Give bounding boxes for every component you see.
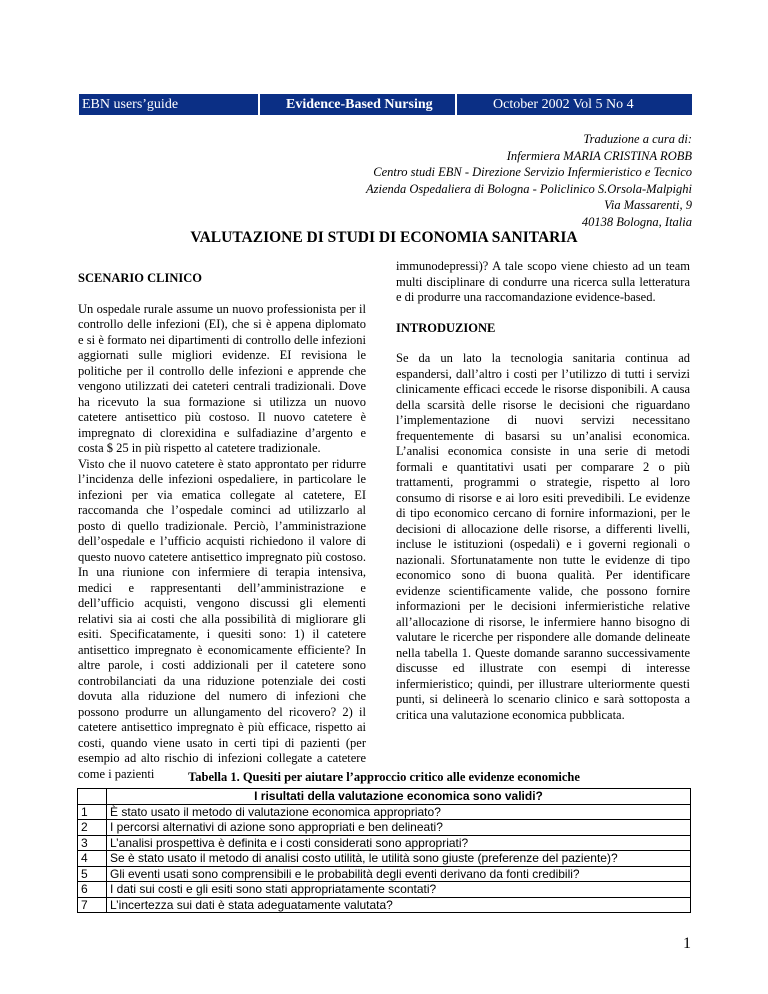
translation-line: Traduzione a cura di: (583, 132, 692, 146)
translation-line: Via Massarenti, 9 (604, 198, 692, 212)
left-column (78, 271, 366, 782)
scenario-paragraph: Visto che il nuovo catetere è stato approntato per ridurre l’incidenza delle infezioni ospedaliere, in particolare le infezioni per via ematica collegate al catetere, EI raccomanda che l’ospedale cominci ad utilizzarlo al posto di quello tradizionale. Perciò, l’amministrazione dell’ospedale e l’ufficio acquisti richiedono il valore di questo nuovo catetere antisettico impregnato più costoso. In una riunione con infermiere di terapia intensiva, medici e rappresentanti dell’amministrazione e dell’ufficio acquisti, vengono discussi gli elementi relativi sia ai costi che alla possibilità di migliorare gli esiti. Specificatamente, i quesiti sono: 1) il catetere antisettico impregnato è economicamente efficiente? In altre parole, i costi addizionali per il catetere sono controbilanciati da una riduzione potenziale dei costi dovuta alla riduzione del numero di infezioni che possono produrre un allungamento del ricovero? 2) il catetere antisettico impregnato è più efficace, rispetto ai costi, quando viene usato in certi tipi di pazienti (per esempio ad alto rischio di infezioni collegate a catetere come i pazienti (78, 456, 366, 781)
journal-name: Evidence-Based Nursing (260, 94, 457, 115)
section-heading-introduction: INTRODUZIONE (396, 320, 496, 335)
row-number: 4 (78, 851, 107, 867)
translation-credit (366, 131, 692, 230)
translation-line: 40138 Bologna, Italia (581, 214, 692, 229)
section-heading-scenario: SCENARIO CLINICO (78, 271, 202, 285)
table-row (78, 851, 691, 867)
table-row (78, 804, 691, 820)
row-number: 1 (78, 804, 107, 820)
questions-table (77, 788, 691, 913)
row-question: L’analisi prospettiva è definita e i costi considerati sono appropriati? (107, 835, 691, 851)
table-header-num-cell (78, 789, 107, 805)
row-number: 7 (78, 897, 107, 913)
article-title: VALUTAZIONE DI STUDI DI ECONOMIA SANITARIA (190, 229, 578, 246)
translation-line: Infermiera MARIA CRISTINA ROBB (506, 148, 692, 163)
row-number: 2 (78, 820, 107, 836)
introduction-paragraph: Se da un lato la tecnologia sanitaria continua ad espandersi, dall’altro i costi per l’utilizzo di tutti i servizi clinicamente efficaci eccede le risorse disponibili. A causa della scarsità delle risorse le decisioni che riguardano l’implementazione di nuovi servizi necessitano frequentemente di basarsi su un’analisi economica. L’analisi economica consiste in una serie di metodi formali e quantitativi usati per comparare 2 o più trattamenti, programmi o strategie, rispetto al loro consumo di risorse e ai loro esiti prevedibili. Le evidenze di tipo economico cercano di fornire informazioni, per le decisioni di allocazione delle risorse, a differenti livelli, incluse le istituzioni (ospedali) e i governi regionali o nazionali. Sfortunatamente non tutte le evidenze di tipo economico sono di buona qualità. Per identificare evidenze scientificamente valide, che possono fornire informazioni per le decisioni infermieristiche relative all’allocazione di risorse, le infermiere hanno bisogno di valutare le ricerche per rispondere alle domande delineate nella tabella 1. Queste domande saranno successivamente discusse ed illustrate con esempi di interesse infermieristico; quindi, per illustrare ulteriormente questi punti, si delineerà lo scenario clinico e sarà sottoposta a critica una valutazione economica pubblicata. (396, 351, 690, 722)
scenario-paragraph: Un ospedale rurale assume un nuovo professionista per il controllo delle infezioni (EI), che si è appena diplomato e si è formato nei dipartimenti di controllo delle infezioni aggiornati sulle migliori evidenze. EI revisiona le politiche per il controllo delle infezioni e apprende che vengono utilizzati dei cateteri centrali tradizionali. Dove ha ricevuto la sua formazione si utilizza un nuovo catetere antisettico più costoso. Il nuovo catetere è impregnato di clorexidina e sulfadiazine d’argento e costa $ 25 in più rispetto al catetere tradizionale. (78, 301, 366, 455)
row-question: Se è stato usato il metodo di analisi costo utilità, le utilità sono giuste (preferenze del paziente)? (107, 851, 691, 867)
translation-line: Azienda Ospedaliera di Bologna - Policlinico S.Orsola-Malpighi (365, 181, 692, 196)
right-column (396, 259, 690, 723)
table-header-row (78, 789, 691, 805)
row-question: I dati sui costi e gli esiti sono stati appropriatamente scontati? (107, 882, 691, 898)
row-number: 6 (78, 882, 107, 898)
row-question: I percorsi alternativi di azione sono appropriati e ben delineati? (107, 820, 691, 836)
table-row (78, 897, 691, 913)
table-caption: Tabella 1. Quesiti per aiutare l’approccio critico alle evidenze economiche (188, 770, 580, 784)
row-question: È stato usato il metodo di valutazione economica appropriato? (107, 804, 691, 820)
row-number: 3 (78, 835, 107, 851)
translation-line: Centro studi EBN - Direzione Servizio Infermieristico e Tecnico (373, 165, 692, 179)
table-row (78, 866, 691, 882)
page-number: 1 (683, 935, 691, 952)
scenario-continuation: immunodepressi)? A tale scopo viene chiesto ad un team multi disciplinare di condurre una ricerca sulla letteratura e di produrre una raccomandazione evidence-based. (396, 259, 690, 304)
guide-label: EBN users’guide (79, 94, 260, 115)
issue-label: October 2002 Vol 5 No 4 (493, 97, 634, 112)
table-row (78, 835, 691, 851)
journal-banner (79, 94, 692, 115)
row-question: Gli eventi usati sono comprensibili e le probabilità degli eventi derivano da fonti credibili? (107, 866, 691, 882)
row-question: L’incertezza sui dati è stata adeguatamente valutata? (107, 897, 691, 913)
table-header: I risultati della valutazione economica sono validi? (107, 789, 691, 805)
table-row (78, 820, 691, 836)
table-row (78, 882, 691, 898)
row-number: 5 (78, 866, 107, 882)
